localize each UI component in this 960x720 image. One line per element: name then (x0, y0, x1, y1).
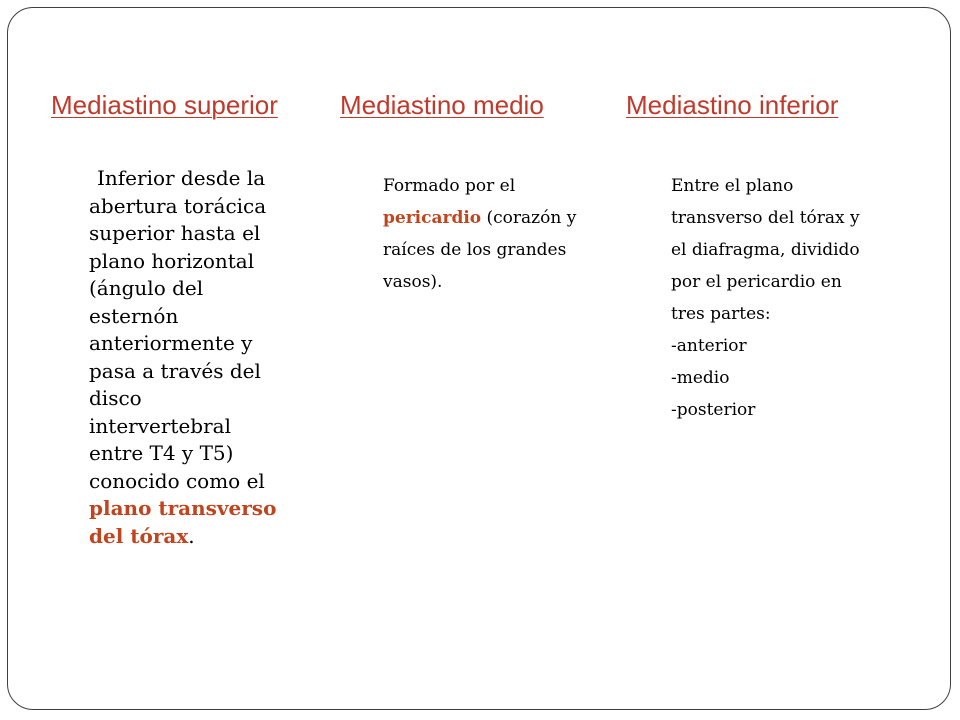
superior-text-end: . (188, 523, 195, 548)
heading-mediastino-medio: Mediastino medio (340, 90, 544, 120)
medio-text-end: (corazón y raíces de los grandes vasos). (383, 208, 577, 292)
mediastino-medio-description (383, 170, 583, 298)
mediastino-superior-description (89, 165, 289, 550)
inferior-item-medio: -medio (671, 368, 730, 388)
inferior-intro: Entre el plano transverso del tórax y el diafragma, dividido por el pericardio en tres partes: (671, 176, 860, 324)
inferior-item-anterior: -anterior (671, 336, 747, 356)
superior-text: Inferior desde la abertura torácica superior hasta el plano horizontal (ángulo del esternón anteriormente y pasa a través del disco intervertebral entre T4 y T5) conocido como el (89, 166, 267, 493)
medio-highlight: pericardio (383, 208, 482, 228)
mediastino-inferior-description (671, 170, 871, 426)
heading-mediastino-inferior: Mediastino inferior (626, 90, 839, 120)
inferior-item-posterior: -posterior (671, 400, 756, 420)
heading-mediastino-superior: Mediastino superior (51, 90, 278, 120)
medio-text: Formado por el (383, 176, 516, 196)
superior-highlight: plano transverso del tórax (89, 496, 277, 548)
